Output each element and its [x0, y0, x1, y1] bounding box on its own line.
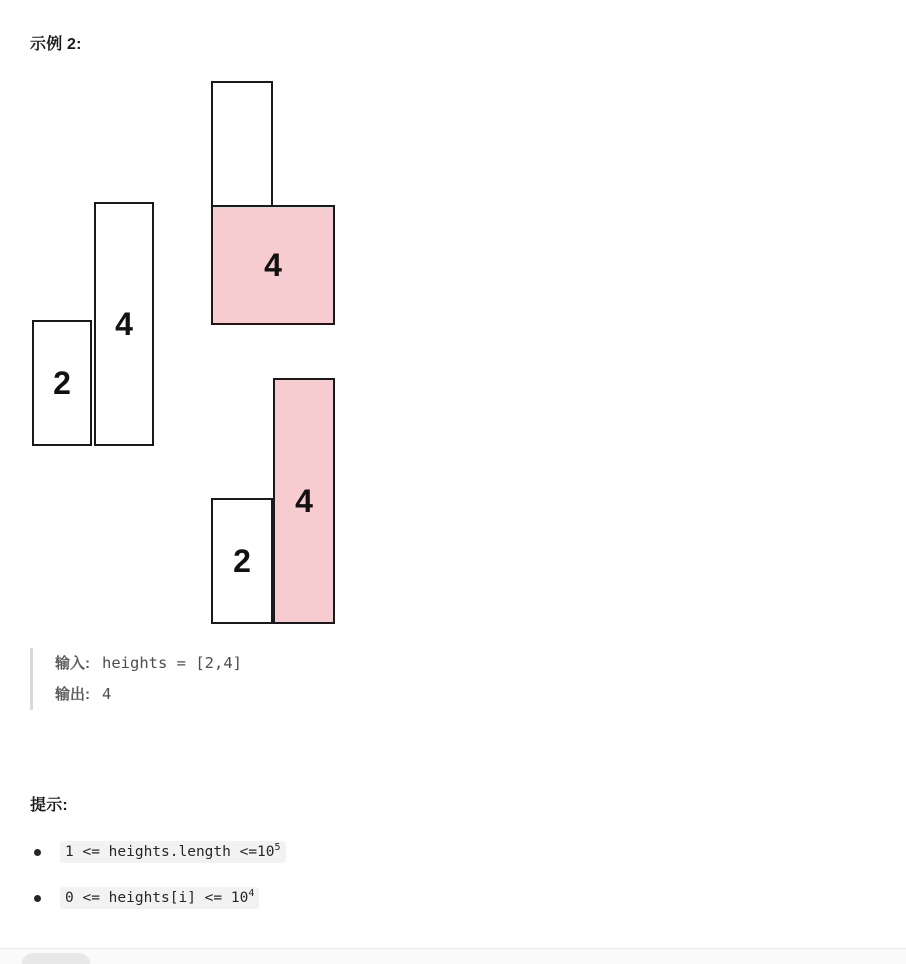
- bottom-action-button[interactable]: [22, 953, 90, 964]
- output-value: 4: [102, 685, 112, 703]
- hints-list: [30, 840, 730, 932]
- bar-top-highlight-area-4: 4: [211, 205, 335, 325]
- hint-code-length: [60, 841, 286, 863]
- page-title-example-2: 示例 2:: [30, 36, 82, 53]
- hint-code-length-text: 1 <= heights.length <=10: [65, 844, 275, 860]
- bottom-toolbar: [0, 948, 906, 964]
- hint-code-length-exponent: 5: [274, 842, 281, 854]
- list-item: [30, 840, 730, 864]
- bar-left-height-4: 4: [94, 202, 154, 446]
- hint-code-value-text: 0 <= heights[i] <= 10: [65, 890, 249, 906]
- example-figure: [30, 70, 460, 630]
- bullet-icon: [34, 849, 41, 856]
- example-io-block: [30, 648, 590, 710]
- output-label: 输出:: [55, 686, 90, 703]
- input-line: [55, 648, 590, 679]
- output-line: [55, 679, 590, 710]
- input-value: heights = [2,4]: [102, 654, 242, 672]
- hint-code-value: [60, 887, 259, 909]
- hint-code-value-exponent: 4: [248, 888, 255, 900]
- bar-top-unfilled: [211, 81, 273, 209]
- bullet-icon: [34, 895, 41, 902]
- input-label: 输入:: [55, 655, 90, 672]
- page-title-hints: 提示:: [30, 797, 68, 814]
- list-item: [30, 886, 730, 910]
- bar-bottom-highlight-area-4: 4: [273, 378, 335, 624]
- bar-bottom-height-2: 2: [211, 498, 273, 624]
- bar-left-height-2: 2: [32, 320, 92, 446]
